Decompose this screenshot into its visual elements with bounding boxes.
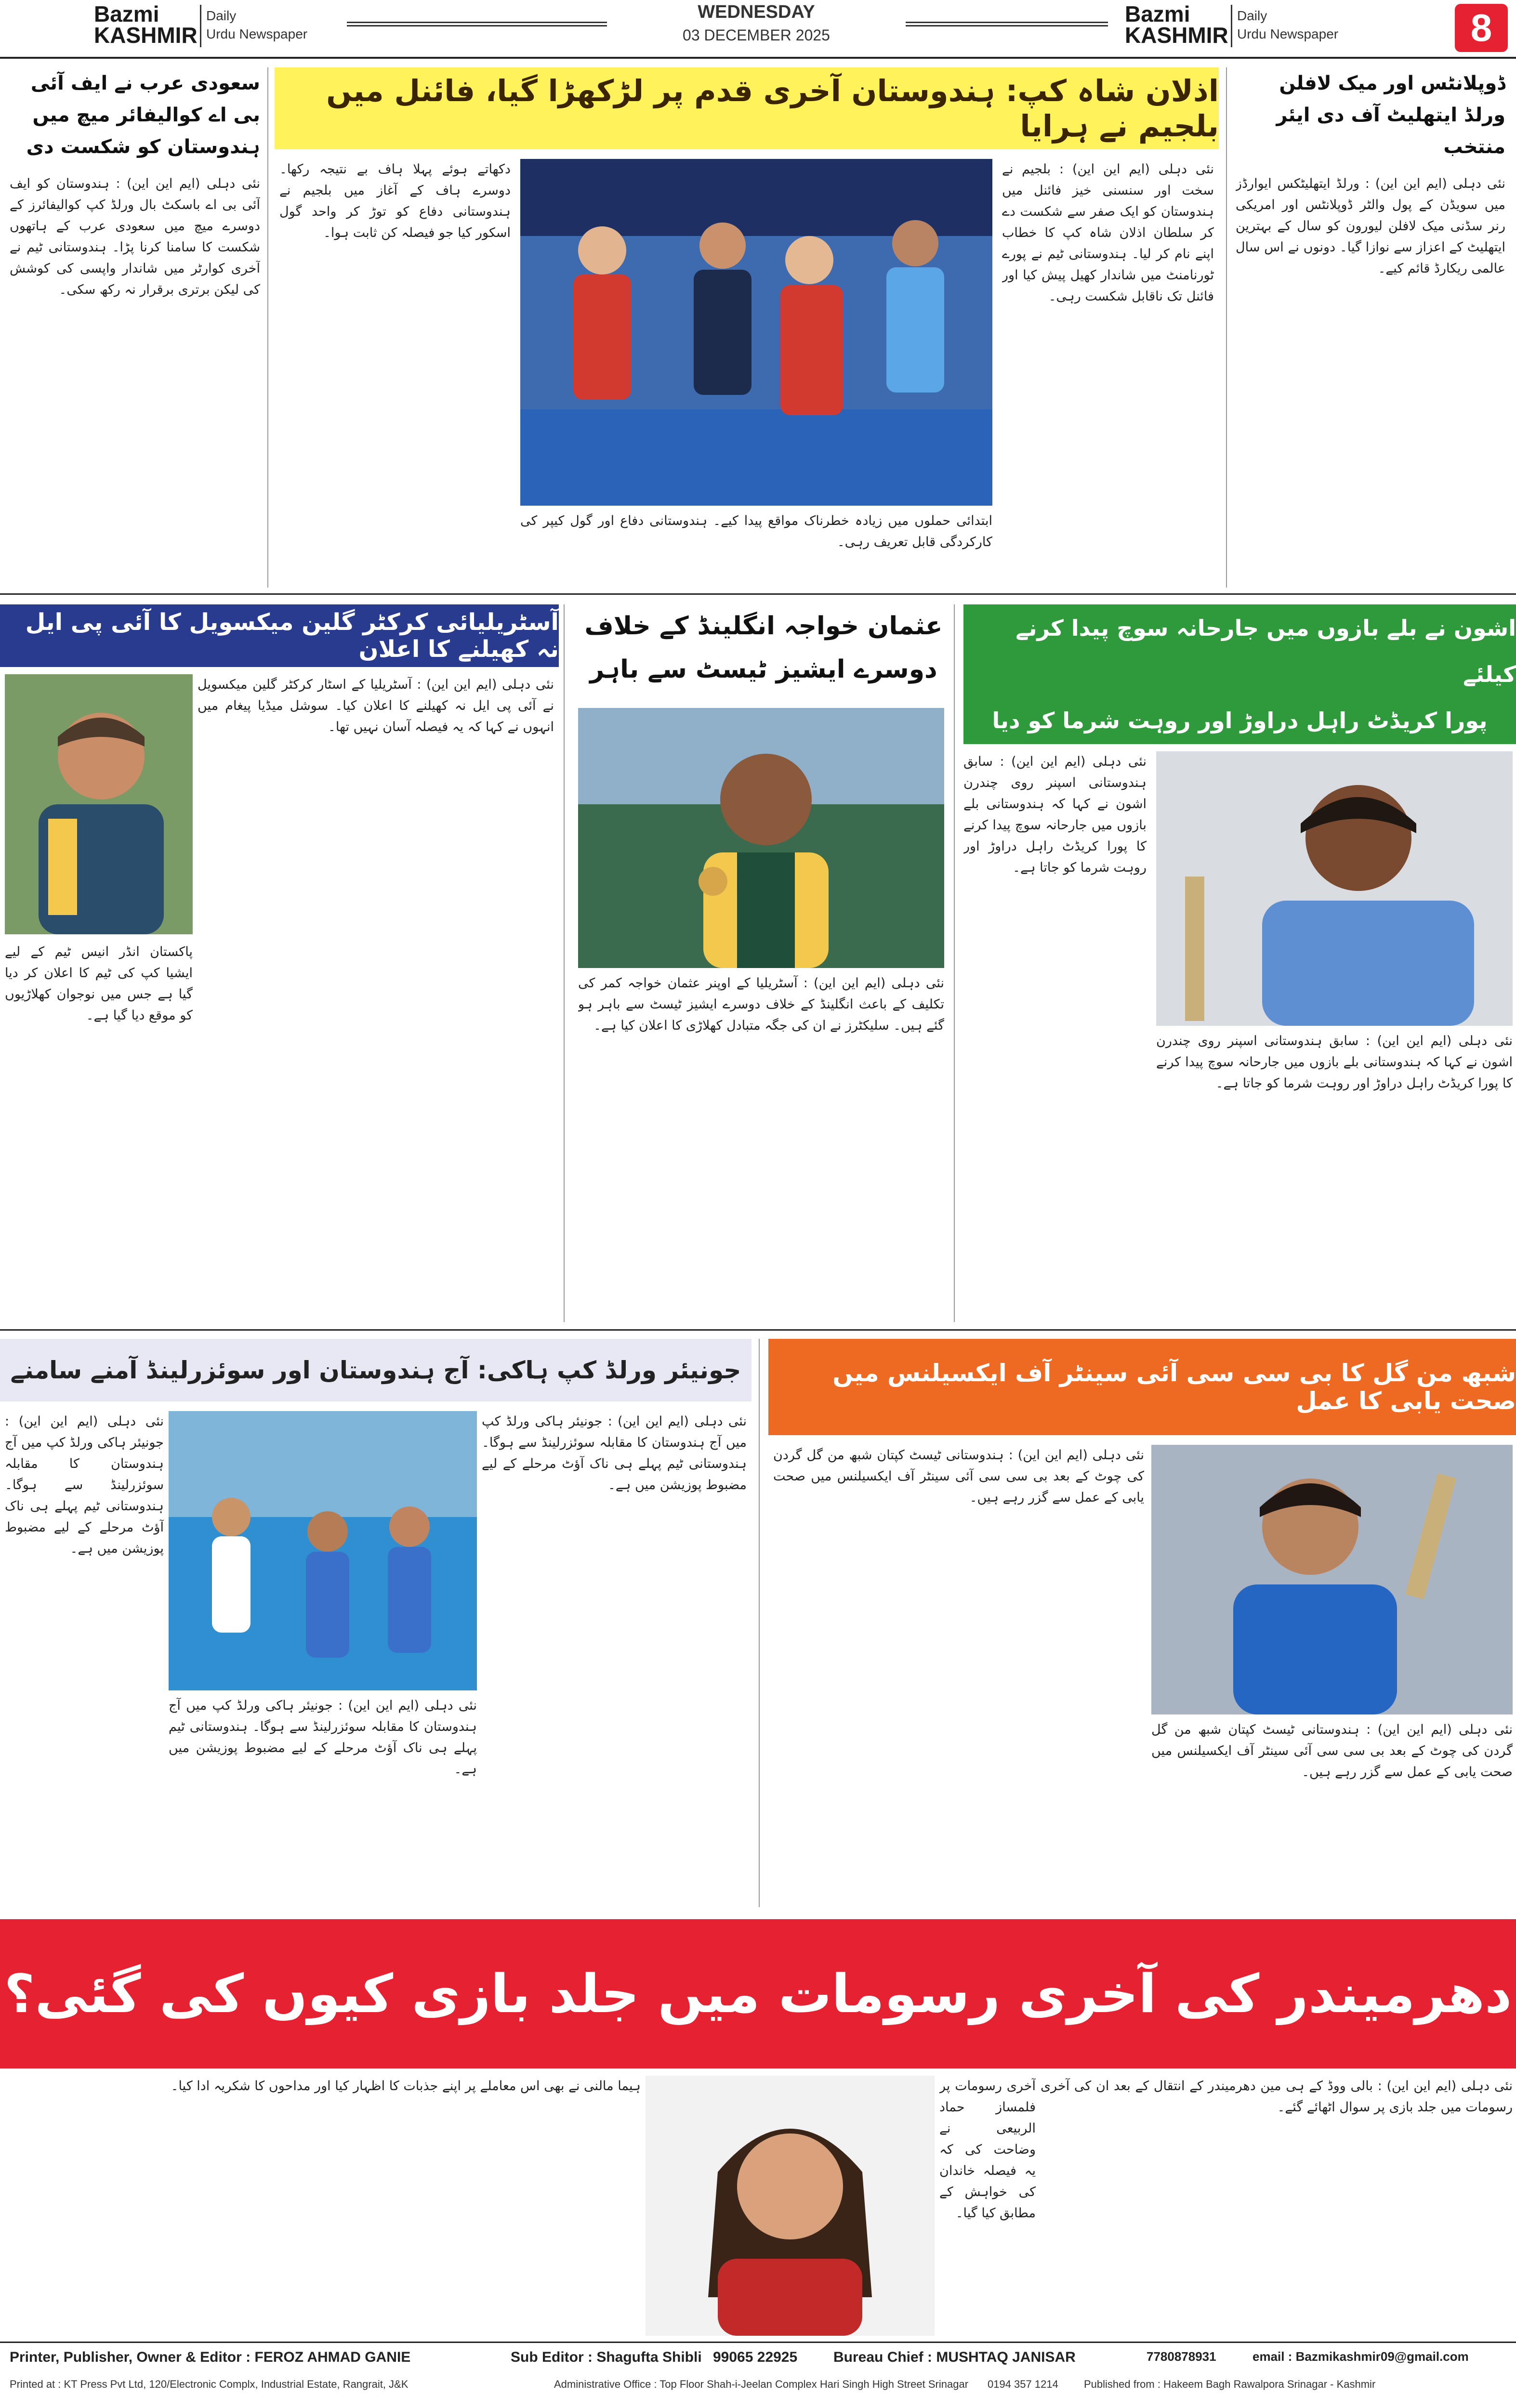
masthead-double-rule-left [347,22,607,26]
maxwell-photo [5,674,193,934]
maxwell-image [5,674,193,934]
masthead-date: 03 DECEMBER 2025 [683,26,830,44]
ashwin-headline-1: اشون نے بلے بازوں میں جارحانہ سوچ پیدا کرنے کیلئے [1015,615,1516,687]
column-rule-3 [564,604,565,1322]
junior-hockey-photo [169,1411,477,1690]
award-body: نئی دہلی (ایم این این) : ورلڈ ایتھلیٹکس ایوارڈز میں سویڈن کے پول والٹر ڈوپلانٹس اور امریکی رنر سڈنی میک لافلن لیورون کو سال کے بہترین ایتھلیٹ کے اعزاز سے نوازا گیا۔ دونوں نے اس سال عالمی ریکارڈ قائم کیے۔ [1236,176,1505,276]
footer-admin-office: Administrative Office : Top Floor Shah-i-Jeelan Complex Hari Singh High Street Srinagar [554,2378,969,2390]
junior-hockey-body-2: نئی دہلی (ایم این این) : جونیئر ہاکی ورلڈ کپ میں آج ہندوستان کا مقابلہ سوئزرلینڈ سے ہوگا۔ ہندوستانی ٹیم پہلے ہی ناک آؤٹ مرحلے کے لیے مضبوط پوزیشن میں ہے۔ [5,1414,164,1556]
footer-bureau: Bureau Chief : MUSHTAQ JANISAR [833,2349,1076,2365]
column-rule-1 [267,67,268,588]
ashwin-body-2: نئی دہلی (ایم این این) : سابق ہندوستانی اسپنر روی چندرن اشون نے کہا کہ ہندوستانی بلے بازوں میں جارحانہ سوچ پیدا کرنے کا پورا کریڈٹ راہل دراوڑ اور روہت شرما کو جاتا ہے۔ [1156,1034,1513,1091]
footer-rule [0,2342,1516,2343]
ashwin-image [1156,751,1513,1026]
brand-top-right: Bazmi [1125,1,1190,26]
saudi-headline: سعودی عرب نے ایف آئی بی اے کوالیفائر میچ میں ہندوستان کو شکست دی [26,72,260,158]
footer-publisher: Printer, Publisher, Owner & Editor : FEROZ AHMAD GANIE [10,2349,411,2365]
khawaja-headline-2: دوسرے ایشیز ٹیسٹ سے باہر [590,655,937,684]
page-number-badge [1455,4,1508,52]
column-rule-5 [759,1339,760,1907]
brand-bottom-right: KASHMIR [1125,23,1228,48]
hockey-body-1: نئی دہلی (ایم این این) : بلجیم نے سخت اور سنسنی خیز فائنل میں ہندوستان کو ایک صفر سے شکست دے کر سلطان اذلان شاہ کپ کا خطاب اپنے نام کر لیا۔ ہندوستانی ٹیم نے پورے ٹورنامنٹ میں شاندار کھیل پیش کیا اور فائنل تک ناقابل شکست رہی۔ [1002,162,1214,304]
footer [0,2344,1516,2408]
footer-bureau-phone: 7780878931 [1147,2349,1216,2364]
hockey-headline: اذلان شاہ کپ: ہندوستان آخری قدم پر لڑکھڑا گیا، فائنل میں بلجیم نے ہرایا [326,73,1219,144]
footer-sub-editor: Sub Editor : Shagufta Shibli [511,2349,702,2365]
masthead [0,0,1516,58]
ashwin-headline-2: پورا کریڈٹ راہل دراوڑ اور روہت شرما کو دیا [992,707,1488,733]
footer-email[interactable]: email : Bazmikashmir09@gmail.com [1252,2349,1469,2364]
shubman-headline: شبھ من گل کا بی سی سی آئی سینٹر آف ایکسیلنس میں صحت یابی کا عمل [832,1359,1516,1415]
row-rule-1 [0,593,1516,595]
dharmendra-headline: دھرمیندر کی آخری رسومات میں جلد بازی کیوں کی گئی؟ [4,1963,1512,2025]
brand-divider-right [1231,5,1232,47]
shubman-body: نئی دہلی (ایم این این) : ہندوستانی ٹیسٹ کپتان شبھ من گل گردن کی چوٹ کے بعد بی سی سی آئی سینٹر آف ایکسیلنس میں صحت یابی کے عمل سے گزر رہے ہیں۔ [773,1448,1144,1505]
tag-urdu-right: Urdu Newspaper [1237,26,1339,41]
junior-hockey-body-3: نئی دہلی (ایم این این) : جونیئر ہاکی ورلڈ کپ میں آج ہندوستان کا مقابلہ سوئزرلینڈ سے ہوگا۔ ہندوستانی ٹیم پہلے ہی ناک آؤٹ مرحلے کے لیے مضبوط پوزیشن میں ہے۔ [169,1698,477,1777]
dharmendra-body-3: ہیما مالنی نے بھی اس معاملے پر اپنے جذبات کا اظہار کیا اور مداحوں کا شکریہ ادا کیا۔ [171,2079,641,2094]
saudi-body: نئی دہلی (ایم این این) : ہندوستان کو ایف آئی بی اے باسکٹ بال ورلڈ کپ کوالیفائرز کے دوسرے میچ میں سعودی عرب کے ہاتھوں شکست کا سامنا کرنا پڑا۔ ہندوستانی ٹیم نے آخری کوارٹر میں شاندار واپسی کی کوشش کی لیکن برتری برقرار نہ رکھ سکی۔ [10,176,260,297]
footer-published-from: Published from : Hakeem Bagh Rawalpora Srinagar - Kashmir [1084,2378,1376,2390]
hema-malini-image [646,2076,935,2336]
dharmendra-body-1: نئی دہلی (ایم این این) : بالی ووڈ کے ہی مین دھرمیندر کے انتقال کے بعد ان کی آخری رسومات میں جلد بازی پر سوال اٹھائے گئے۔ [1041,2079,1513,2115]
page-number: 8 [1470,6,1492,49]
maxwell-body-2: پاکستان انڈر انیس ٹیم کے لیے ایشیا کپ کی ٹیم کا اعلان کر دیا گیا ہے جس میں نوجوان کھلاڑیوں کو موقع دیا گیا ہے۔ [5,944,193,1023]
hockey-players-image [520,159,992,506]
shubman-headline-banner [768,1339,1516,1435]
footer-printed-at: Printed at : KT Press Pvt Ltd, 120/Electronic Complx, Industrial Estate, Rangrait, J&K [10,2378,409,2390]
row-rule-2 [0,1329,1516,1331]
hockey-photo [520,159,992,506]
brand-divider-left [200,5,201,47]
brand-top-left: Bazmi [94,1,159,26]
shubman-body-2: نئی دہلی (ایم این این) : ہندوستانی ٹیسٹ کپتان شبھ من گل گردن کی چوٹ کے بعد بی سی سی آئی سینٹر آف ایکسیلنس میں صحت یابی کے عمل سے گزر رہے ہیں۔ [1151,1722,1513,1780]
masthead-rule [0,57,1516,59]
hockey-body-2: دکھاتے ہوئے پہلا ہاف بے نتیجہ رکھا۔ دوسرے ہاف کے آغاز میں بلجیم نے ہندوستانی دفاع کو توڑ کر واحد گول اسکور کیا جو فیصلہ کن ثابت ہوا۔ [279,162,511,240]
khawaja-body: نئی دہلی (ایم این این) : آسٹریلیا کے اوپنر عثمان خواجہ کمر کی تکلیف کے باعث انگلینڈ کے خلاف دوسرے ایشیز ٹیسٹ سے باہر ہو گئے ہیں۔ سلیکٹرز نے ان کی جگہ متبادل کھلاڑی کا اعلان کیا ہے۔ [578,976,944,1033]
maxwell-body-1: نئی دہلی (ایم این این) : آسٹریلیا کے اسٹار کرکٹر گلین میکسویل نے آئی پی ایل نہ کھیلنے کا اعلان کیا۔ سوشل میڈیا پیغام میں انہوں نے کہا کہ یہ فیصلہ آسان نہیں تھا۔ [198,677,554,734]
dharmendra-body-2: آخری رسومات پر فلمساز حماد الربیعی نے وضاحت کی کہ یہ فیصلہ خاندان کی خواہش کے مطابق کیا گیا۔ [939,2079,1036,2221]
masthead-double-rule-right [906,22,1108,26]
footer-admin-phone: 0194 357 1214 [988,2378,1058,2390]
ashwin-body: نئی دہلی (ایم این این) : سابق ہندوستانی اسپنر روی چندرن اشون نے کہا کہ ہندوستانی بلے بازوں میں جارحانہ سوچ پیدا کرنے کا پورا کریڈٹ راہل دراوڑ اور روہت شرما کو جاتا ہے۔ [963,754,1147,875]
ashwin-headline-banner [963,604,1516,744]
maxwell-headline: آسٹریلیائی کرکٹر گلین میکسویل کا آئی پی ایل نہ کھیلنے کا اعلان [25,609,559,663]
khawaja-photo [578,708,944,968]
column-rule-4 [954,604,955,1322]
khawaja-image [578,708,944,968]
junior-hockey-body: نئی دہلی (ایم این این) : جونیئر ہاکی ورلڈ کپ میں آج ہندوستان کا مقابلہ سوئزرلینڈ سے ہوگا۔ ہندوستانی ٹیم پہلے ہی ناک آؤٹ مرحلے کے لیے مضبوط پوزیشن میں ہے۔ [482,1414,747,1492]
tag-urdu-left: Urdu Newspaper [206,26,308,41]
dharmendra-photo [646,2076,935,2336]
junior-hockey-image [169,1411,477,1690]
brand-bottom-left: KASHMIR [94,23,198,48]
column-rule-2 [1226,67,1227,588]
ashwin-photo [1156,751,1513,1026]
hockey-headline-banner [275,67,1219,149]
maxwell-headline-banner [0,604,559,667]
footer-sub-phone: 99065 22925 [713,2349,798,2365]
junior-hockey-headline-banner [0,1339,751,1401]
junior-hockey-headline: جونیئر ورلڈ کپ ہاکی: آج ہندوستان اور سوئزرلینڈ آمنے سامنے [10,1356,741,1384]
masthead-day: WEDNESDAY [698,2,815,22]
tag-daily-right: Daily [1237,8,1267,23]
hockey-body-3: ابتدائی حملوں میں زیادہ خطرناک مواقع پیدا کیے۔ ہندوستانی دفاع اور گول کیپر کی کارکردگی قابل تعریف رہی۔ [520,513,992,550]
shubman-image [1151,1445,1513,1714]
award-headline: ڈوپلانٹس اور میک لافلن ورلڈ ایتھلیٹ آف دی ایئر منتخب [1276,72,1505,158]
khawaja-headline-1: عثمان خواجہ انگلینڈ کے خلاف [584,612,943,641]
shubman-photo [1151,1445,1513,1714]
tag-daily-left: Daily [206,8,237,23]
dharmendra-headline-banner [0,1919,1516,2068]
